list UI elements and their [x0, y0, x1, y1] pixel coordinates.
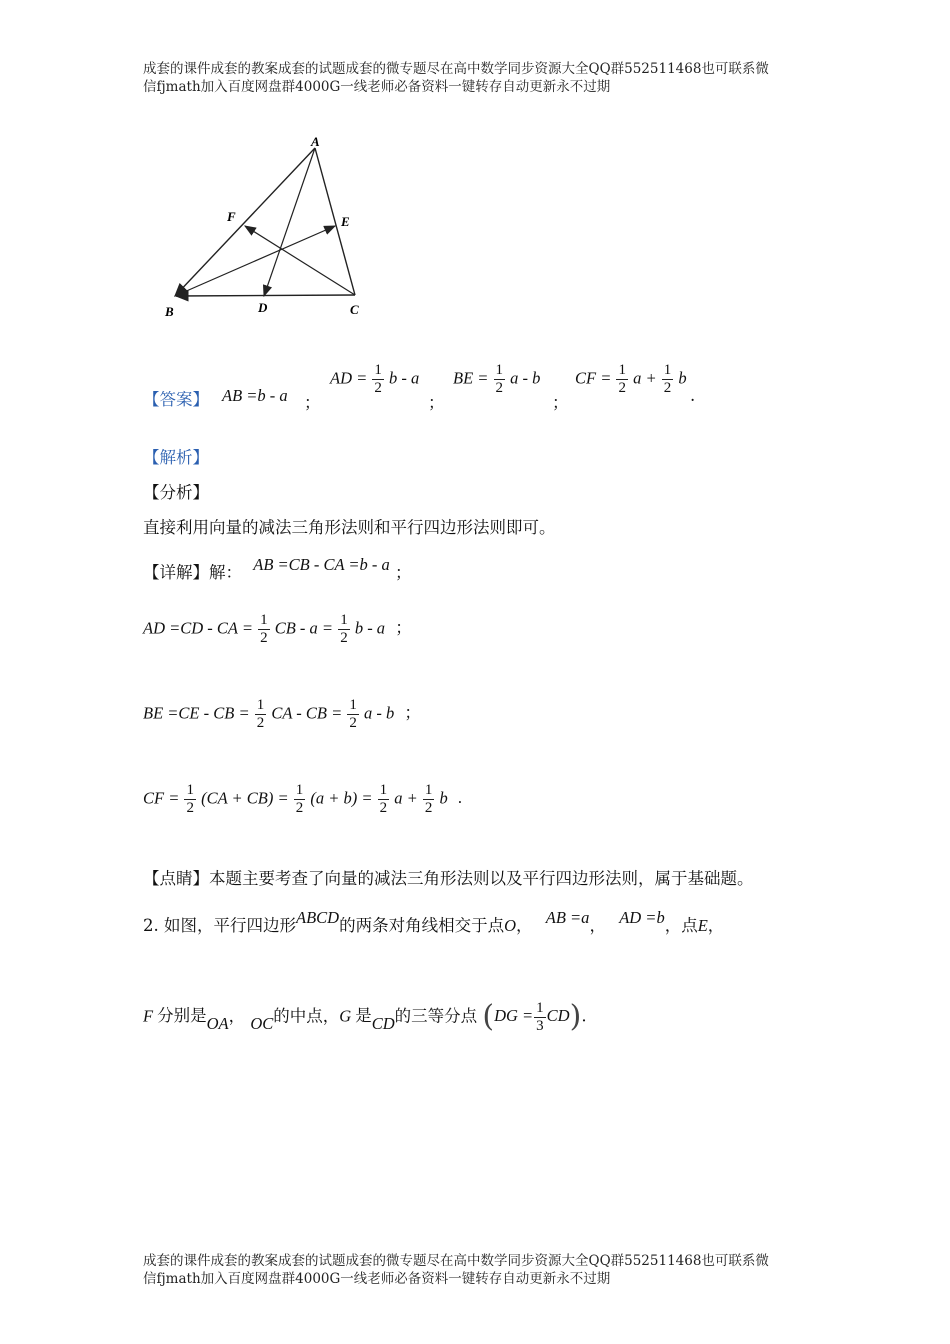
be-frac-1-den: 2 — [256, 715, 265, 731]
left-paren: ( — [482, 998, 495, 1034]
cf-derivation — [143, 782, 462, 817]
right-paren: ) — [569, 998, 582, 1034]
answer-ad-lhs: AD = — [330, 368, 368, 388]
answer-be-frac — [494, 362, 506, 397]
detail-sep: ； — [395, 563, 412, 582]
be-frac-1 — [255, 697, 267, 732]
problem2-oa: OA — [206, 1014, 229, 1034]
fenxi-heading: 【分析】 — [143, 483, 209, 502]
vertex-label-c: C — [350, 302, 359, 317]
answer-ad-rhs: b - a — [389, 368, 420, 388]
ad-frac-1-num: 1 — [260, 612, 268, 628]
answer-ad-frac — [372, 362, 384, 397]
cf-frac-1-den: 2 — [186, 800, 194, 816]
answer-sep-3: ； — [552, 393, 569, 412]
answer-be — [453, 362, 540, 397]
be-part-2: CA - CB = — [271, 703, 343, 723]
ad-part-1: AD =CD - CA = — [143, 618, 253, 638]
header-line-1: 成套的课件成套的教案成套的试题成套的微专题尽在高中数学同步资源大全QQ群552511468也可联系微 — [143, 61, 769, 77]
answer-be-lhs: BE = — [453, 368, 489, 388]
analysis-text: 直接利用向量的减法三角形法则和平行四边形法则即可。 — [143, 518, 556, 537]
page-footer — [143, 1252, 823, 1288]
answer-cf-end: b — [678, 368, 687, 388]
be-part-3: a - b — [363, 703, 395, 723]
problem2-mid2: ，点 — [664, 916, 698, 935]
problem2-o: O — [504, 916, 517, 935]
detail-eq: AB =CB - CA =b - a — [253, 555, 390, 574]
be-frac-2-num: 1 — [349, 697, 357, 713]
be-part-1: BE =CE - CB = — [143, 703, 250, 723]
page-header — [143, 60, 823, 96]
header-line-2: 信fjmath加入百度网盘群4000G一线老师必备资料一键转存自动更新永不过期 — [143, 79, 611, 95]
problem2-mid7: 的三等分点 — [394, 1006, 478, 1026]
problem2-dg-num: 1 — [536, 1000, 544, 1016]
analysis-tag: 【解析】 — [143, 448, 209, 467]
comment: 【点睛】本题主要考查了向量的减法三角形法则以及平行四边形法则，属于基础题。 — [143, 869, 754, 888]
vertex-label-f: F — [227, 209, 236, 224]
be-derivation — [143, 697, 421, 732]
ad-part-3: b - a — [354, 618, 386, 638]
footer-line-2: 信fjmath加入百度网盘群4000G一线老师必备资料一键转存自动更新永不过期 — [143, 1271, 611, 1287]
problem2-prefix: 2. 如图，平行四边形 — [143, 916, 296, 935]
problem2-comma-3: ， — [707, 916, 725, 935]
problem2-ad: AD =b — [619, 908, 665, 927]
cf-part-1: CF = — [143, 788, 180, 808]
detail-tag: 【详解】解： — [143, 563, 242, 582]
vertex-label-a: A — [311, 134, 320, 149]
answer-cf-den-2: 2 — [663, 380, 672, 396]
answer-cf-den-1: 2 — [618, 380, 626, 396]
problem2-dg — [494, 1000, 570, 1034]
cf-part-3: (a + b) = — [310, 788, 373, 808]
cf-frac-2-den: 2 — [295, 800, 304, 816]
answer-cf-lhs: CF = — [575, 368, 612, 388]
problem2-dg-lhs: DG = — [494, 1006, 534, 1026]
problem2-line2 — [143, 1000, 587, 1035]
ad-frac-1 — [258, 612, 270, 647]
be-frac-2 — [347, 697, 359, 732]
problem2-cd: CD — [371, 1014, 395, 1034]
problem2-mid6: 是 — [355, 1006, 372, 1026]
answer-sep-1: ； — [304, 393, 321, 412]
ad-sep: ； — [395, 618, 412, 638]
problem2-mid3: 分别是 — [157, 1006, 207, 1026]
cf-frac-1-num: 1 — [186, 782, 194, 798]
cf-part-4: a + — [394, 788, 418, 808]
answer-sep-2: ； — [428, 393, 445, 412]
cf-frac-4 — [423, 782, 435, 817]
cf-frac-4-num: 1 — [424, 782, 433, 798]
be-frac-1-num: 1 — [256, 697, 265, 713]
cf-frac-4-den: 2 — [424, 800, 433, 816]
ad-part-2: CB - a = — [274, 618, 334, 638]
problem2-abcd: ABCD — [296, 908, 340, 927]
answer-cf-frac-2 — [662, 362, 674, 397]
answer-be-den: 2 — [495, 380, 504, 396]
vertex-label-e: E — [341, 214, 350, 229]
ad-frac-2-den: 2 — [340, 630, 348, 646]
problem2-comma-2: ， — [589, 916, 606, 935]
problem2-mid4: ， — [228, 1006, 246, 1026]
problem2-dg-rhs: CD — [546, 1006, 570, 1026]
answer-cf-frac-1 — [616, 362, 628, 397]
cf-part-5: b — [439, 788, 448, 808]
cf-frac-2-num: 1 — [295, 782, 304, 798]
ad-frac-2-num: 1 — [340, 612, 348, 628]
answer-end: . — [690, 386, 696, 405]
cf-frac-3-num: 1 — [379, 782, 388, 798]
answer-ab: AB =b - a — [222, 386, 288, 405]
answer-cf-num-2: 1 — [663, 362, 672, 378]
ad-derivation — [143, 612, 412, 647]
problem2-g: G — [339, 1006, 352, 1026]
problem2-line1 — [143, 908, 725, 937]
cf-frac-1 — [184, 782, 196, 817]
cf-frac-2 — [294, 782, 306, 817]
problem2-mid5: 的中点， — [273, 1006, 340, 1026]
answer-ad — [330, 362, 419, 397]
answer-cf — [575, 362, 687, 397]
cf-part-2: (CA + CB) = — [201, 788, 289, 808]
answer-be-num: 1 — [495, 362, 504, 378]
problem2-comma-1: ， — [516, 916, 533, 935]
answer-ad-num: 1 — [374, 362, 382, 378]
problem2-e: E — [697, 916, 708, 935]
vertex-label-d: D — [258, 300, 268, 315]
answer-ad-den: 2 — [374, 380, 382, 396]
triangle-figure — [160, 130, 380, 330]
problem2-dg-den: 3 — [536, 1018, 544, 1034]
problem2-oc: OC — [250, 1014, 274, 1034]
cf-end: . — [457, 788, 463, 808]
cf-frac-3-den: 2 — [379, 800, 388, 816]
be-frac-2-den: 2 — [349, 715, 357, 731]
ad-frac-1-den: 2 — [260, 630, 268, 646]
problem2-ab: AB =a — [545, 908, 590, 927]
vertex-label-b: B — [165, 304, 174, 319]
problem2-f: F — [143, 1006, 154, 1026]
answer-cf-num-1: 1 — [618, 362, 626, 378]
problem2-end: . — [581, 1006, 587, 1026]
ad-frac-2 — [338, 612, 350, 647]
be-sep: ； — [404, 703, 421, 723]
cf-frac-3 — [378, 782, 390, 817]
footer-line-1: 成套的课件成套的教案成套的试题成套的微专题尽在高中数学同步资源大全QQ群552511468也可联系微 — [143, 1253, 769, 1269]
problem2-dg-frac — [534, 1000, 546, 1035]
detail-line — [143, 555, 412, 584]
answer-be-rhs: a - b — [510, 368, 541, 388]
answer-tag: 【答案】 — [143, 390, 209, 409]
answer-cf-mid: a + — [633, 368, 657, 388]
problem2-mid1: 的两条对角线相交于点 — [339, 916, 505, 935]
